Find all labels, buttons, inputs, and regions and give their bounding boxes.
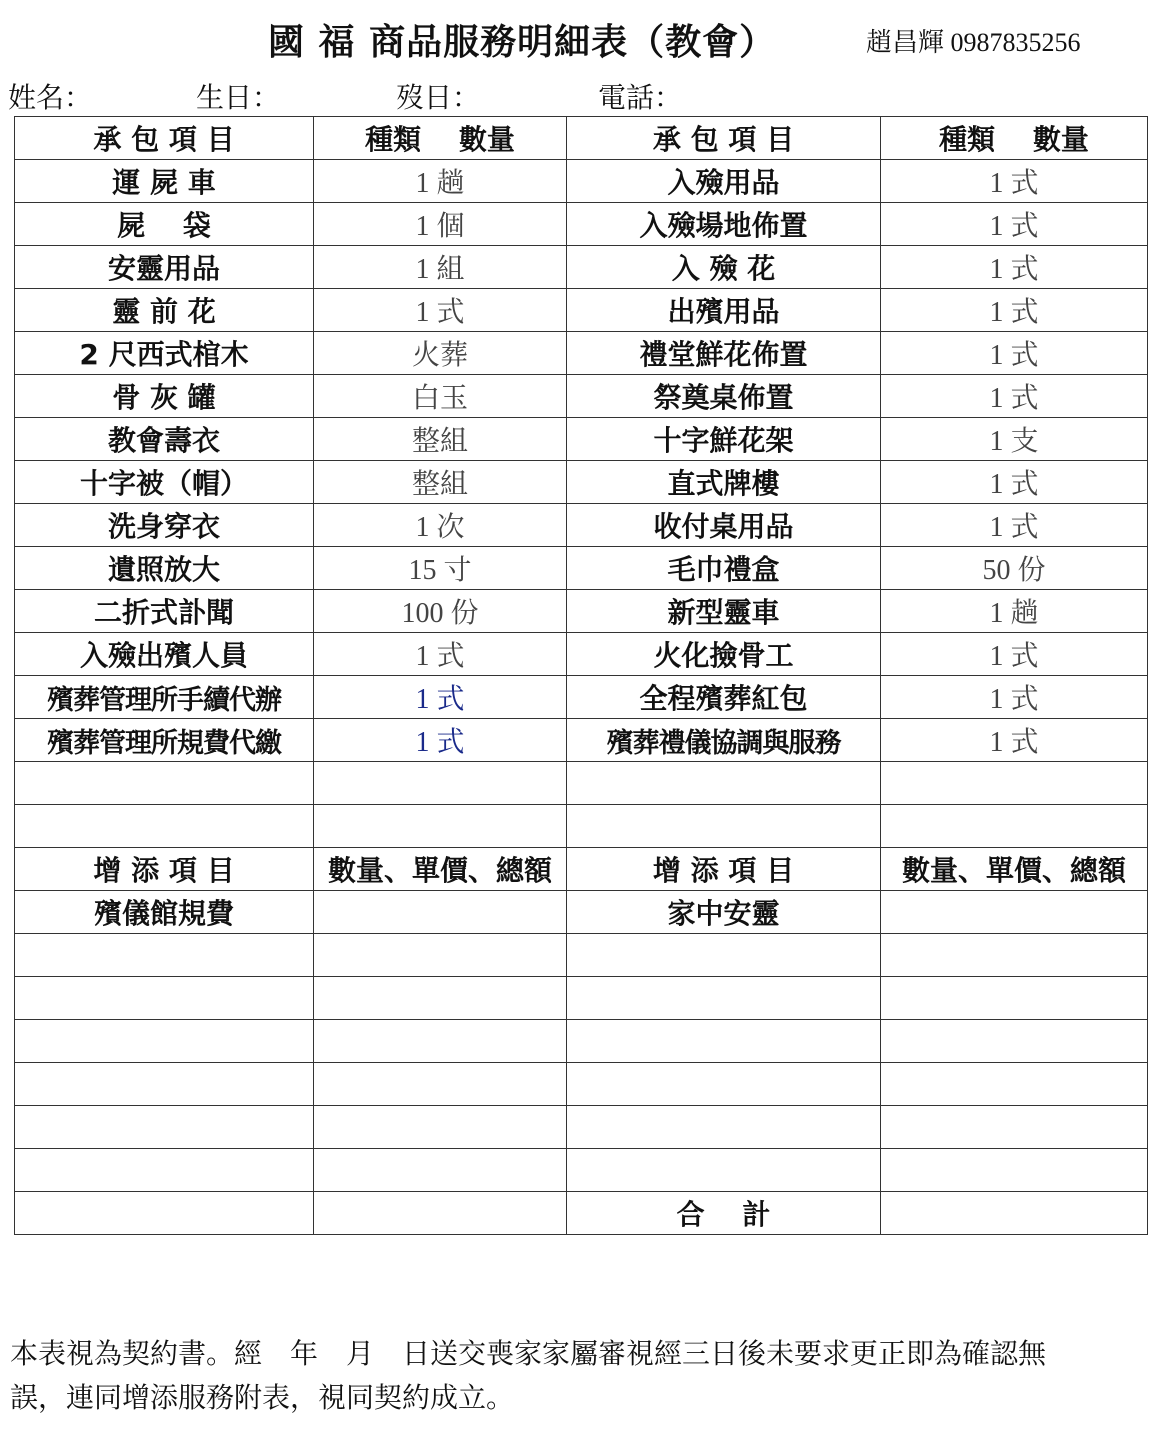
page-title: 國 福 商品服務明細表（教會） — [268, 22, 777, 63]
empty-cell — [15, 1063, 314, 1106]
contract-right-qty: 1 式 — [881, 676, 1148, 719]
empty-cell — [314, 934, 567, 977]
empty-cell — [881, 1149, 1148, 1192]
contract-left-qty: 整組 — [314, 461, 567, 504]
contract-item-row — [15, 676, 1148, 719]
additions-header-cell: 增 添 項 目 — [567, 848, 881, 891]
additions-right-amount — [881, 891, 1148, 934]
additions-left-item: 殯儀館規費 — [15, 891, 314, 934]
contract-left-qty: 1 趟 — [314, 160, 567, 203]
contract-header-row — [15, 117, 1148, 160]
contract-header-cell: 承 包 項 目 — [567, 117, 881, 160]
contract-left-item: 運 屍 車 — [15, 160, 314, 203]
contract-left-qty: 100 份 — [314, 590, 567, 633]
contract-left-qty: 火葬 — [314, 332, 567, 375]
empty-cell — [15, 1149, 314, 1192]
contract-item-row — [15, 246, 1148, 289]
empty-cell — [881, 762, 1148, 805]
contract-right-item: 殯葬禮儀協調與服務 — [567, 719, 881, 762]
empty-cell — [567, 934, 881, 977]
contract-header-cell: 承 包 項 目 — [15, 117, 314, 160]
contract-left-qty: 整組 — [314, 418, 567, 461]
empty-cell — [15, 805, 314, 848]
contract-item-row — [15, 289, 1148, 332]
contract-left-item: 靈 前 花 — [15, 289, 314, 332]
empty-cell — [881, 805, 1148, 848]
empty-cell — [314, 1063, 567, 1106]
contract-empty-row — [15, 805, 1148, 848]
contract-right-item: 入殮場地佈置 — [567, 203, 881, 246]
empty-cell — [881, 1020, 1148, 1063]
death-label: 歿日： — [396, 81, 481, 114]
contract-right-qty: 1 式 — [881, 504, 1148, 547]
contract-left-item: 教會壽衣 — [15, 418, 314, 461]
empty-cell — [314, 805, 567, 848]
contract-item-row — [15, 504, 1148, 547]
contract-right-qty: 1 趟 — [881, 590, 1148, 633]
contract-left-item: 遺照放大 — [15, 547, 314, 590]
total-row — [15, 1192, 1148, 1235]
empty-cell — [314, 1106, 567, 1149]
contract-item-row — [15, 418, 1148, 461]
contract-right-item: 毛巾禮盒 — [567, 547, 881, 590]
empty-cell — [15, 762, 314, 805]
contract-right-item: 火化撿骨工 — [567, 633, 881, 676]
contract-left-qty: 15 寸 — [314, 547, 567, 590]
additions-empty-row — [15, 934, 1148, 977]
contract-left-item: 十字被（帽） — [15, 461, 314, 504]
empty-cell — [314, 1192, 567, 1235]
empty-cell — [314, 1149, 567, 1192]
additions-header-cell: 數量、單價、總額 — [881, 848, 1148, 891]
empty-cell — [881, 934, 1148, 977]
contract-left-qty: 白玉 — [314, 375, 567, 418]
empty-cell — [567, 762, 881, 805]
total-amount — [881, 1192, 1148, 1235]
contract-item-row — [15, 719, 1148, 762]
contract-right-item: 出殯用品 — [567, 289, 881, 332]
empty-cell — [881, 1106, 1148, 1149]
contract-right-item: 入 殮 花 — [567, 246, 881, 289]
empty-cell — [881, 1063, 1148, 1106]
contract-item-row — [15, 332, 1148, 375]
contract-left-item: 二折式訃聞 — [15, 590, 314, 633]
additions-left-amount — [314, 891, 567, 934]
empty-cell — [15, 977, 314, 1020]
contract-right-item: 祭奠桌佈置 — [567, 375, 881, 418]
contact-info: 趙昌輝 0987835256 — [866, 28, 1081, 57]
contract-note-line-1: 本表視為契約書。經 年 月 日送交喪家家屬審視經三日後未要求更正即為確認無 — [10, 1337, 1047, 1370]
contract-right-qty: 1 式 — [881, 246, 1148, 289]
total-label: 合 計 — [567, 1192, 881, 1235]
contract-right-qty: 1 式 — [881, 461, 1148, 504]
contract-item-row — [15, 203, 1148, 246]
contract-right-item: 直式牌樓 — [567, 461, 881, 504]
contract-left-item: 殯葬管理所手續代辦 — [15, 676, 314, 719]
contract-left-qty: 1 式 — [314, 633, 567, 676]
contract-left-item: 殯葬管理所規費代繳 — [15, 719, 314, 762]
additions-right-item: 家中安靈 — [567, 891, 881, 934]
contract-item-row — [15, 461, 1148, 504]
contract-header-cell: 種類 數量 — [881, 117, 1148, 160]
additions-header-cell: 數量、單價、總額 — [314, 848, 567, 891]
empty-cell — [15, 1192, 314, 1235]
contract-note-line-2: 誤，連同增添服務附表，視同契約成立。 — [10, 1381, 515, 1414]
contract-left-item: 骨 灰 罐 — [15, 375, 314, 418]
contract-left-item: 入殮出殯人員 — [15, 633, 314, 676]
additions-item-row — [15, 891, 1148, 934]
contract-right-item: 禮堂鮮花佈置 — [567, 332, 881, 375]
additions-header-row — [15, 848, 1148, 891]
empty-cell — [15, 1020, 314, 1063]
contract-right-item: 入殮用品 — [567, 160, 881, 203]
empty-cell — [314, 1020, 567, 1063]
name-label: 姓名： — [8, 81, 93, 114]
empty-cell — [314, 977, 567, 1020]
contract-left-item: 洗身穿衣 — [15, 504, 314, 547]
contract-note — [10, 1332, 1160, 1420]
birth-label: 生日： — [196, 81, 281, 114]
contract-right-item: 十字鮮花架 — [567, 418, 881, 461]
page-header — [0, 10, 1167, 63]
contract-item-row — [15, 547, 1148, 590]
contract-left-qty: 1 次 — [314, 504, 567, 547]
empty-cell — [567, 1063, 881, 1106]
contract-right-qty: 50 份 — [881, 547, 1148, 590]
additions-empty-row — [15, 1149, 1148, 1192]
contract-left-item: 2 尺西式棺木 — [15, 332, 314, 375]
contract-item-row — [15, 375, 1148, 418]
contract-right-qty: 1 式 — [881, 203, 1148, 246]
contract-left-item: 安靈用品 — [15, 246, 314, 289]
personal-info-row — [8, 76, 1158, 116]
contract-item-row — [15, 590, 1148, 633]
additions-empty-row — [15, 1063, 1148, 1106]
contract-right-qty: 1 式 — [881, 332, 1148, 375]
additions-empty-row — [15, 1020, 1148, 1063]
contract-right-qty: 1 式 — [881, 633, 1148, 676]
contract-item-row — [15, 633, 1148, 676]
additions-empty-row — [15, 977, 1148, 1020]
contract-right-qty: 1 式 — [881, 289, 1148, 332]
empty-cell — [881, 977, 1148, 1020]
contract-left-qty: 1 式 — [314, 719, 567, 762]
contract-header-cell: 種類 數量 — [314, 117, 567, 160]
contract-right-item: 新型靈車 — [567, 590, 881, 633]
phone-label: 電話： — [598, 81, 683, 114]
additions-header-cell: 增 添 項 目 — [15, 848, 314, 891]
empty-cell — [567, 1149, 881, 1192]
contract-left-qty: 1 式 — [314, 676, 567, 719]
empty-cell — [567, 977, 881, 1020]
contract-left-item: 屍 袋 — [15, 203, 314, 246]
contract-right-qty: 1 支 — [881, 418, 1148, 461]
empty-cell — [15, 1106, 314, 1149]
contract-right-qty: 1 式 — [881, 719, 1148, 762]
empty-cell — [567, 1106, 881, 1149]
contract-item-row — [15, 160, 1148, 203]
contract-right-item: 全程殯葬紅包 — [567, 676, 881, 719]
contract-empty-row — [15, 762, 1148, 805]
additions-empty-row — [15, 1106, 1148, 1149]
contract-right-item: 收付桌用品 — [567, 504, 881, 547]
contract-right-qty: 1 式 — [881, 160, 1148, 203]
contract-right-qty: 1 式 — [881, 375, 1148, 418]
service-table — [14, 116, 1148, 1235]
empty-cell — [15, 934, 314, 977]
contract-left-qty: 1 式 — [314, 289, 567, 332]
contract-left-qty: 1 個 — [314, 203, 567, 246]
contract-left-qty: 1 組 — [314, 246, 567, 289]
empty-cell — [314, 762, 567, 805]
empty-cell — [567, 1020, 881, 1063]
empty-cell — [567, 805, 881, 848]
